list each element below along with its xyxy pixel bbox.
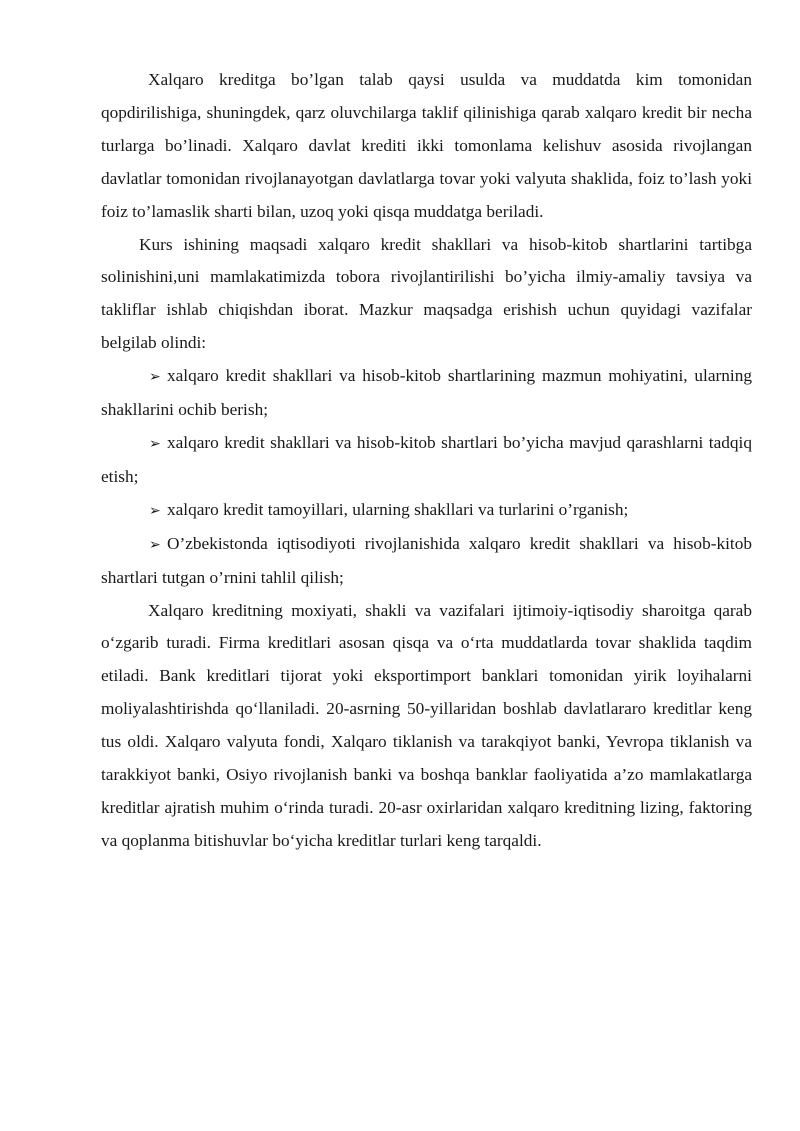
paragraph-credit-nature: Xalqaro kreditning moxiyati, shakli va vazifalari ijtimoiy-iqtisodiy sharoitga qarab o‘zgarib turadi. Firma kreditlari asosan qisqa va o‘rta muddatlarda tovar shaklida taqdim etiladi. Bank kreditlari tijorat yoki eksportimport banklari tomonidan yirik loyihalarni moliyalashtirishda qo‘llaniladi. 20-asrning 50-yillaridan boshlab davlatlararo kreditlar keng tus oldi. Xalqaro valyuta fondi, Xalqaro tiklanish va tarakqiyot banki, Yevropa tiklanish va tarakkiyot banki, Osiyo rivojlanish banki va boshqa banklar faoliyatida a’zo mamlakatlarga kreditlar ajratish muhim o‘rinda turadi. 20-asr oxirlaridan xalqaro kreditning lizing, faktoring va qoplanma bitishuvlar bo‘yicha kreditlar turlari keng tarqaldi. xyxy=(101,600,752,850)
paragraph-intro: Xalqaro kreditga bo’lgan talab qaysi usulda va muddatda kim tomonidan qopdirilishiga, shuningdek, qarz oluvchilarga taklif qilinishiga qarab xalqaro kredit bir necha turlarga bo’linadi. Xalqaro davlat krediti ikki tomonlama kelishuv asosida rivojlangan davlatlar tomonidan rivojlanayotgan davlatlarga tovar yoki valyuta shaklida, foiz to’lash yoki foiz to’lamaslik sharti bilan, uzoq yoki qisqa muddatga beriladi. xyxy=(101,70,752,221)
list-item-text: xalqaro kredit shakllari va hisob-kitob shartlarining mazmun mohiyatini, ularning shakllarini ochib berish; xyxy=(101,366,752,420)
list-item xyxy=(101,427,752,494)
list-item xyxy=(101,528,752,595)
list-item xyxy=(101,494,752,528)
right-arrowhead-icon: ➢ xyxy=(149,536,161,553)
right-arrowhead-icon: ➢ xyxy=(149,502,161,519)
task-list xyxy=(101,360,752,594)
document-page xyxy=(101,64,752,858)
right-arrowhead-icon: ➢ xyxy=(149,369,161,386)
list-item-text: xalqaro kredit shakllari va hisob-kitob shartlari bo’yicha mavjud qarashlarni tadqiq etish; xyxy=(101,432,752,486)
list-item-text: O’zbekistonda iqtisodiyoti rivojlanishida xalqaro kredit shakllari va hisob-kitob shartlari tutgan o’rnini tahlil qilish; xyxy=(101,533,752,587)
paragraph-purpose: Kurs ishining maqsadi xalqaro kredit shakllari va hisob-kitob shartlarini tartibga solinishini,uni mamlakatimizda tobora rivojlantirilishi bo’yicha ilmiy-amaliy tavsiya va takliflar ishlab chiqishdan iborat. Mazkur maqsadga erishish uchun quyidagi vazifalar belgilab olindi: xyxy=(101,234,752,353)
list-item xyxy=(101,360,752,427)
list-item-text: xalqaro kredit tamoyillari, ularning shakllari va turlarini o’rganish; xyxy=(167,499,629,519)
right-arrowhead-icon: ➢ xyxy=(149,435,161,452)
